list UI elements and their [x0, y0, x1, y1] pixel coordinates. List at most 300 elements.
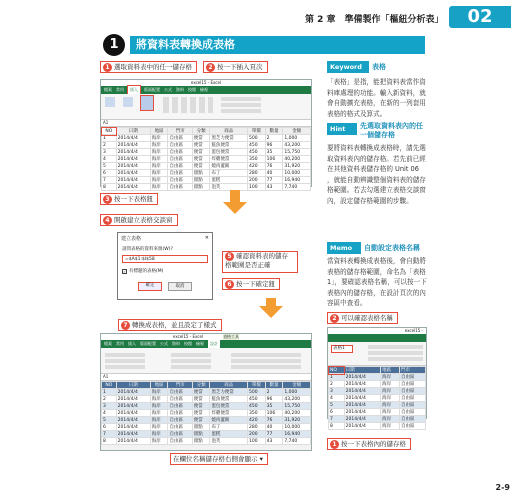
excel-window-1 — [100, 79, 312, 190]
header-cell[interactable]: 日期 — [116, 382, 150, 389]
table-cell[interactable]: 自由區 — [168, 149, 192, 156]
table-cell[interactable]: 35 — [265, 149, 283, 156]
table-cell[interactable]: 10,000 — [283, 170, 311, 177]
sparkline-icons[interactable] — [221, 97, 261, 113]
table-cell[interactable]: 自由區 — [168, 135, 192, 142]
table-cell[interactable]: 自由區 — [400, 416, 426, 423]
table-cell[interactable]: 3 — [102, 403, 117, 410]
table-cell[interactable]: 3 — [329, 388, 345, 395]
table-cell[interactable]: 10,000 — [283, 424, 311, 431]
table-cell[interactable]: 海岸 — [150, 438, 168, 445]
table-cell[interactable]: 4 — [329, 395, 345, 402]
table-cell[interactable]: 蛋糕 — [210, 177, 248, 184]
table-cell[interactable]: 40 — [265, 170, 283, 177]
table-cell[interactable]: 2014/4/4 — [116, 149, 150, 156]
tab-insert[interactable]: 插入 — [130, 87, 138, 92]
table-cell[interactable]: 自由區 — [400, 395, 426, 402]
table-cell[interactable]: 7,740 — [283, 184, 311, 191]
table-row — [329, 416, 426, 423]
ribbon-body-2 — [101, 348, 311, 374]
header-cell[interactable]: 門市 — [400, 367, 426, 374]
table-cell[interactable]: 黑芝力便當 — [210, 135, 248, 142]
range-input[interactable]: =$A$1:$I$58 — [122, 255, 208, 263]
header-cell[interactable]: 商品 — [210, 128, 248, 135]
table-cell[interactable]: 1 — [102, 389, 117, 396]
table-cell[interactable]: 鮭魚便當 — [210, 142, 248, 149]
table-cell[interactable]: 自由區 — [168, 396, 192, 403]
table-cell[interactable]: 2014/4/4 — [344, 395, 381, 402]
header-cell[interactable]: 數量 — [265, 382, 283, 389]
table-cell[interactable]: 自由區 — [400, 402, 426, 409]
table-cell[interactable]: 2014/4/4 — [116, 424, 150, 431]
callout-4: 4 開啟建立表格交談窗 — [100, 214, 178, 226]
table-cell[interactable]: 便當 — [192, 403, 210, 410]
memo-text: 當資料表轉換成表格後，會自動將表格的儲存格範圍，命名為「表格1」，要確認表格名稱，可以按一下表格內的儲存格，在設計頁次的內容區中查看。 — [327, 257, 427, 307]
table-cell[interactable]: 2014/4/4 — [116, 431, 150, 438]
table-row — [102, 135, 311, 142]
table-cell[interactable]: 蛋包便當 — [210, 149, 248, 156]
cancel-button[interactable]: 取消 — [168, 282, 192, 291]
table-cell[interactable]: 2014/4/4 — [344, 374, 381, 381]
table-cell[interactable]: 便當 — [192, 389, 210, 396]
table-cell[interactable]: 海岸 — [150, 424, 168, 431]
table-cell[interactable]: 2 — [102, 142, 117, 149]
table-row — [102, 170, 311, 177]
dropdown-arrow-icon: ▾ — [259, 455, 263, 463]
table-cell[interactable]: 450 — [247, 142, 265, 149]
table-cell[interactable]: 1 — [329, 374, 345, 381]
header-cell[interactable]: NO — [329, 367, 345, 374]
table-cell[interactable]: 燒肉蓋飯 — [210, 417, 248, 424]
table-cell[interactable]: 1,000 — [283, 389, 311, 396]
callout-9: 2 可以確認表格名稱 — [327, 312, 398, 324]
header-row — [102, 128, 311, 135]
table-header-row — [329, 367, 426, 374]
table-cell[interactable]: 自由區 — [168, 403, 192, 410]
table-cell[interactable]: 40,200 — [283, 156, 311, 163]
table-cell[interactable]: 31,920 — [283, 417, 311, 424]
table-cell[interactable]: 便當 — [192, 142, 210, 149]
table-cell[interactable]: 280 — [247, 170, 265, 177]
table-cell[interactable]: 自由區 — [168, 156, 192, 163]
chapter-heading: 第 2 章 準備製作「樞紐分析表」 — [305, 15, 444, 25]
down-arrow-1 — [223, 202, 247, 214]
tab-design[interactable]: 設計 — [210, 341, 218, 346]
keyword-title: 表格 — [372, 63, 386, 71]
table-cell[interactable]: 2014/4/4 — [116, 142, 150, 149]
table-cell[interactable]: 5 — [329, 402, 345, 409]
header-cell[interactable]: 金額 — [283, 382, 311, 389]
table-cell[interactable]: 2014/4/4 — [116, 389, 150, 396]
tab-file[interactable]: 檔案 — [104, 341, 112, 346]
tab-home[interactable]: 常用 — [116, 341, 124, 346]
table-cell[interactable]: 77 — [265, 431, 283, 438]
table-row — [102, 424, 311, 431]
table-cell[interactable]: 2014/4/4 — [116, 156, 150, 163]
table-cell[interactable]: 450 — [247, 403, 265, 410]
table-row — [329, 374, 426, 381]
table-name-field[interactable]: 表格1 — [331, 345, 353, 353]
tab-formulas[interactable]: 公式 — [164, 87, 172, 92]
ribbon-body-3 — [328, 342, 426, 366]
table-cell[interactable]: 自由區 — [168, 142, 192, 149]
table-cell[interactable]: 43 — [265, 438, 283, 445]
table-tools-label: 表格工具 — [223, 334, 240, 339]
table-cell[interactable]: 自由區 — [168, 184, 192, 191]
table-cell[interactable]: 31,920 — [283, 163, 311, 170]
table-cell[interactable]: 2014/4/4 — [116, 403, 150, 410]
table-row — [329, 423, 426, 430]
table-cell[interactable]: 450 — [247, 396, 265, 403]
table-cell[interactable]: 便當 — [192, 410, 210, 417]
table-cell[interactable]: 海岸 — [381, 381, 400, 388]
ribbon-tabs-3 — [328, 334, 426, 342]
hint-title: 先選取資料表內的任一個儲存格 — [360, 122, 423, 139]
table-cell[interactable]: 15,750 — [283, 149, 311, 156]
worksheet-grid-2 — [101, 381, 311, 445]
table-row — [102, 431, 311, 438]
style-options-group[interactable] — [231, 351, 301, 369]
header-cell[interactable]: 金額 — [283, 128, 311, 135]
tab-data[interactable]: 資料 — [176, 87, 184, 92]
table-cell[interactable]: 自由區 — [168, 170, 192, 177]
table-cell[interactable]: 2014/4/4 — [344, 402, 381, 409]
table-cell[interactable]: 海岸 — [150, 417, 168, 424]
callout-10: 1 按一下表格內的儲存格 — [327, 438, 411, 450]
table-cell[interactable]: 海岸 — [381, 395, 400, 402]
table-row — [329, 388, 426, 395]
table-cell[interactable]: 43,200 — [283, 396, 311, 403]
table-cell[interactable]: 2014/4/4 — [344, 409, 381, 416]
table-cell[interactable]: 350 — [247, 156, 265, 163]
table-cell[interactable]: 布丁 — [210, 170, 248, 177]
worksheet-grid-1 — [101, 127, 311, 191]
table-cell[interactable]: 2014/4/4 — [116, 184, 150, 191]
header-cell[interactable]: 門市 — [168, 128, 192, 135]
table-row — [102, 156, 311, 163]
table-cell[interactable]: 2 — [329, 381, 345, 388]
table-cell[interactable]: 2014/4/4 — [116, 396, 150, 403]
table-cell[interactable]: 自由區 — [168, 410, 192, 417]
table-cell[interactable]: 100 — [247, 438, 265, 445]
table-cell[interactable]: 海岸 — [150, 156, 168, 163]
section-title: 將資料表轉換成表格 — [130, 36, 425, 54]
table-cell[interactable]: 布丁 — [210, 424, 248, 431]
table-cell[interactable]: 280 — [247, 424, 265, 431]
table-cell[interactable]: 96 — [265, 142, 283, 149]
tab-file[interactable]: 檔案 — [104, 87, 112, 92]
table-cell[interactable]: 便當 — [192, 163, 210, 170]
table-cell[interactable]: 7,740 — [283, 438, 311, 445]
tab-review[interactable]: 校閱 — [184, 341, 192, 346]
header-cell[interactable]: 地區 — [150, 382, 168, 389]
table-cell[interactable]: 海岸 — [150, 149, 168, 156]
table-cell[interactable]: 自由區 — [400, 409, 426, 416]
table-cell[interactable]: 106 — [265, 410, 283, 417]
table-cell[interactable]: 黑芝力便當 — [210, 389, 248, 396]
table-cell[interactable]: 2014/4/4 — [116, 163, 150, 170]
table-cell[interactable]: 海岸 — [381, 388, 400, 395]
table-cell[interactable]: 自由區 — [168, 431, 192, 438]
checkbox-icon[interactable]: ✓ — [123, 268, 127, 274]
table-row — [102, 184, 311, 191]
table-cell[interactable]: 5 — [102, 417, 117, 424]
table-cell[interactable]: 海岸 — [381, 409, 400, 416]
table-cell[interactable]: 3 — [102, 149, 117, 156]
callout-5: 5 確認資料表的儲存格範圍是否正確 — [222, 251, 298, 273]
table-cell[interactable]: 76 — [265, 163, 283, 170]
table-cell[interactable]: 甜點 — [192, 424, 210, 431]
dialog-prompt: 請問表格的資料來源(W)? — [122, 247, 173, 252]
callout-8: 在欄位名稱儲存格右側會顯示 ▾ — [170, 453, 268, 465]
callout-2: 2 按一下插入頁次 — [203, 61, 268, 73]
table-cell[interactable]: 炸雞便當 — [210, 410, 248, 417]
table-cell[interactable]: 甜點 — [192, 170, 210, 177]
table-cell[interactable]: 燒肉蓋飯 — [210, 163, 248, 170]
table-cell[interactable]: 甜點 — [192, 438, 210, 445]
table-cell[interactable]: 4 — [102, 156, 117, 163]
table-row — [102, 438, 311, 445]
table-cell[interactable]: 海岸 — [150, 184, 168, 191]
table-cell[interactable]: 海岸 — [150, 163, 168, 170]
header-cell[interactable]: 門市 — [168, 382, 192, 389]
recommended-pivot-icon[interactable] — [123, 97, 133, 107]
close-icon[interactable]: ✕ — [204, 235, 209, 241]
header-cell[interactable]: NO — [102, 382, 117, 389]
down-arrow-2 — [259, 306, 283, 318]
tab-layout[interactable]: 版面配置 — [144, 87, 160, 92]
table-cell[interactable]: 2014/4/4 — [116, 417, 150, 424]
hint-badge: Hint — [327, 123, 357, 135]
table-cell[interactable]: 500 — [247, 389, 265, 396]
table-cell[interactable]: 海岸 — [150, 177, 168, 184]
checkbox-label: 有標題的表格(M) — [129, 269, 164, 274]
tab-view[interactable]: 檢視 — [200, 87, 208, 92]
table-row — [329, 381, 426, 388]
table-cell[interactable]: 43 — [265, 184, 283, 191]
memo-title: 自動設定表格名稱 — [364, 244, 420, 252]
table-cell[interactable]: 2014/4/4 — [344, 423, 381, 430]
table-cell[interactable]: 海岸 — [150, 142, 168, 149]
namebox-2[interactable]: A1 — [101, 374, 311, 381]
keyword-text: 「表格」是指，能把資料表當作資料庫處理的功能。輸入新資料，就會自動擴充表格，在新的一列套用表格的格式及算式。 — [327, 78, 426, 118]
tab-formulas[interactable]: 公式 — [160, 341, 168, 346]
table-cell[interactable]: 海岸 — [150, 403, 168, 410]
tab-review[interactable]: 校閱 — [188, 87, 196, 92]
table-cell[interactable]: 7 — [102, 431, 117, 438]
arrow-stem-1 — [230, 190, 240, 202]
table-cell[interactable]: 海岸 — [381, 423, 400, 430]
table-cell[interactable]: 16,940 — [283, 177, 311, 184]
ribbon-tabs — [101, 86, 311, 94]
ribbon-tabs-2 — [101, 340, 311, 348]
dialog-titlebar — [118, 233, 212, 244]
table-cell[interactable]: 蛋包便當 — [210, 403, 248, 410]
header-cell[interactable]: 數量 — [265, 128, 283, 135]
table-cell[interactable]: 海岸 — [150, 389, 168, 396]
table-cell[interactable]: 自由區 — [400, 423, 426, 430]
table-cell[interactable]: 100 — [247, 184, 265, 191]
table-header-row — [102, 382, 311, 389]
cell-no[interactable]: NO — [102, 128, 117, 135]
section-number: 1 — [103, 34, 125, 56]
table-cell[interactable]: 1,000 — [283, 135, 311, 142]
table-row — [102, 389, 311, 396]
table-cell[interactable]: 自由區 — [168, 163, 192, 170]
table-cell[interactable]: 自由區 — [168, 438, 192, 445]
table-cell[interactable]: 海岸 — [150, 396, 168, 403]
table-cell[interactable]: 2014/4/4 — [116, 170, 150, 177]
table-cell[interactable]: 甜點 — [192, 431, 210, 438]
table-cell[interactable]: 40,200 — [283, 410, 311, 417]
table-cell[interactable]: 2014/4/4 — [344, 388, 381, 395]
table-cell[interactable]: 2014/4/4 — [116, 135, 150, 142]
table-cell[interactable]: 15,750 — [283, 403, 311, 410]
table-cell[interactable]: 6 — [102, 424, 117, 431]
table-cell[interactable]: 自由區 — [168, 177, 192, 184]
table-cell[interactable]: 自由區 — [168, 424, 192, 431]
table-cell[interactable]: 6 — [102, 170, 117, 177]
table-row — [329, 395, 426, 402]
keyword-badge: Keyword — [327, 61, 369, 73]
header-cell[interactable]: 日期 — [116, 128, 150, 135]
header-cell[interactable]: 商品 — [210, 382, 248, 389]
table-cell[interactable]: 海岸 — [381, 416, 400, 423]
table-cell[interactable]: 77 — [265, 177, 283, 184]
table-cell[interactable]: 40 — [265, 424, 283, 431]
window-title-3: excel15 - — [328, 328, 426, 334]
tab-layout[interactable]: 版面配置 — [140, 341, 156, 346]
table-cell[interactable]: 2 — [265, 135, 283, 142]
table-row — [102, 177, 311, 184]
table-cell[interactable]: 2014/4/4 — [344, 416, 381, 423]
ribbon-tools-3[interactable] — [368, 345, 423, 361]
namebox[interactable]: A1 — [101, 120, 311, 127]
table-cell[interactable]: 海岸 — [150, 410, 168, 417]
table-cell[interactable]: 2014/4/4 — [116, 410, 150, 417]
dialog-buttons — [118, 282, 212, 291]
table-button[interactable] — [141, 96, 153, 110]
table-cell[interactable]: 350 — [247, 410, 265, 417]
tools-group[interactable] — [171, 351, 211, 369]
chart-icons[interactable] — [163, 97, 213, 113]
create-table-dialog — [117, 232, 213, 300]
header-cell[interactable]: 單價 — [247, 128, 265, 135]
table-cell[interactable]: 自由區 — [400, 388, 426, 395]
header-checkbox-row[interactable] — [118, 264, 212, 278]
table-cell[interactable]: 96 — [265, 396, 283, 403]
table-cell[interactable]: 自由區 — [168, 417, 192, 424]
table-cell[interactable]: 自由區 — [400, 381, 426, 388]
table-cell[interactable]: 1 — [102, 135, 117, 142]
table-cell[interactable]: 2014/4/4 — [344, 381, 381, 388]
tab-insert[interactable]: 插入 — [128, 341, 136, 346]
table-cell[interactable]: 便當 — [192, 156, 210, 163]
table-cell[interactable]: 海岸 — [381, 374, 400, 381]
table-cell[interactable]: 海岸 — [381, 402, 400, 409]
tab-view[interactable]: 檢視 — [196, 341, 204, 346]
pivot-icon[interactable] — [105, 97, 115, 107]
table-cell[interactable]: 420 — [247, 163, 265, 170]
table-cell[interactable]: 便當 — [192, 149, 210, 156]
table-cell[interactable]: 便當 — [192, 417, 210, 424]
header-cell[interactable]: 地區 — [150, 128, 168, 135]
table-cell[interactable]: 鮭魚便當 — [210, 396, 248, 403]
page-number: 2-9 — [495, 483, 510, 492]
table-cell[interactable]: 海岸 — [150, 170, 168, 177]
table-row — [102, 403, 311, 410]
header-cell[interactable]: 地區 — [381, 367, 400, 374]
table-cell[interactable]: 炸雞便當 — [210, 156, 248, 163]
table-row — [329, 402, 426, 409]
table-cell[interactable]: 2 — [265, 389, 283, 396]
table-cell[interactable]: 4 — [102, 410, 117, 417]
table-cell[interactable]: 甜點 — [192, 184, 210, 191]
table-cell[interactable]: 106 — [265, 156, 283, 163]
table-cell[interactable]: 7 — [102, 177, 117, 184]
properties-group[interactable] — [105, 351, 145, 369]
table-cell[interactable]: 海岸 — [150, 135, 168, 142]
memo-badge: Memo — [327, 242, 361, 254]
worksheet-grid-3 — [328, 366, 426, 429]
table-cell[interactable]: 8 — [102, 438, 117, 445]
chapter-number: 02 — [449, 6, 511, 28]
header-cell[interactable]: 分類 — [192, 128, 210, 135]
table-cell[interactable]: 8 — [102, 184, 117, 191]
table-cell[interactable]: 200 — [247, 177, 265, 184]
callout-7: 7 轉換成表格，並且設定了樣式 — [118, 319, 222, 331]
table-cell[interactable]: 16,940 — [283, 431, 311, 438]
table-row — [102, 149, 311, 156]
header-cell[interactable]: 分類 — [192, 382, 210, 389]
table-cell[interactable]: 甜點 — [192, 177, 210, 184]
header-cell[interactable]: 單價 — [247, 382, 265, 389]
table-cell[interactable]: 500 — [247, 135, 265, 142]
table-cell[interactable]: 海岸 — [150, 431, 168, 438]
excel-window-3 — [327, 327, 427, 429]
table-cell[interactable]: 2014/4/4 — [116, 438, 150, 445]
window-title: excel15 - Excel — [101, 80, 311, 86]
table-cell[interactable]: 76 — [265, 417, 283, 424]
table-row — [102, 417, 311, 424]
table-cell[interactable]: 2014/4/4 — [116, 177, 150, 184]
table-cell[interactable]: 泡芙 — [210, 184, 248, 191]
table-cell[interactable]: 420 — [247, 417, 265, 424]
tab-home[interactable]: 常用 — [116, 87, 124, 92]
ok-button[interactable]: 確定 — [138, 282, 162, 291]
table-cell[interactable]: 5 — [102, 163, 117, 170]
table-cell[interactable]: 泡芙 — [210, 438, 248, 445]
table-cell[interactable]: 6 — [329, 409, 345, 416]
callout-3: 3 按一下表格鈕 — [100, 193, 158, 205]
ribbon-body — [101, 94, 311, 120]
table-cell[interactable]: 自由區 — [400, 374, 426, 381]
table-cell[interactable]: 43,200 — [283, 142, 311, 149]
table-cell[interactable]: 自由區 — [168, 389, 192, 396]
tab-data[interactable]: 資料 — [172, 341, 180, 346]
table-cell[interactable]: 35 — [265, 403, 283, 410]
table-cell[interactable]: 便當 — [192, 135, 210, 142]
table-row — [102, 396, 311, 403]
table-cell[interactable]: 便當 — [192, 396, 210, 403]
header-cell[interactable]: 日期 — [344, 367, 381, 374]
table-cell[interactable]: 200 — [247, 431, 265, 438]
table-cell[interactable]: 2 — [102, 396, 117, 403]
table-cell[interactable]: 450 — [247, 149, 265, 156]
table-cell[interactable]: 蛋糕 — [210, 431, 248, 438]
table-cell[interactable]: 7 — [329, 416, 345, 423]
table-cell[interactable]: 8 — [329, 423, 345, 430]
